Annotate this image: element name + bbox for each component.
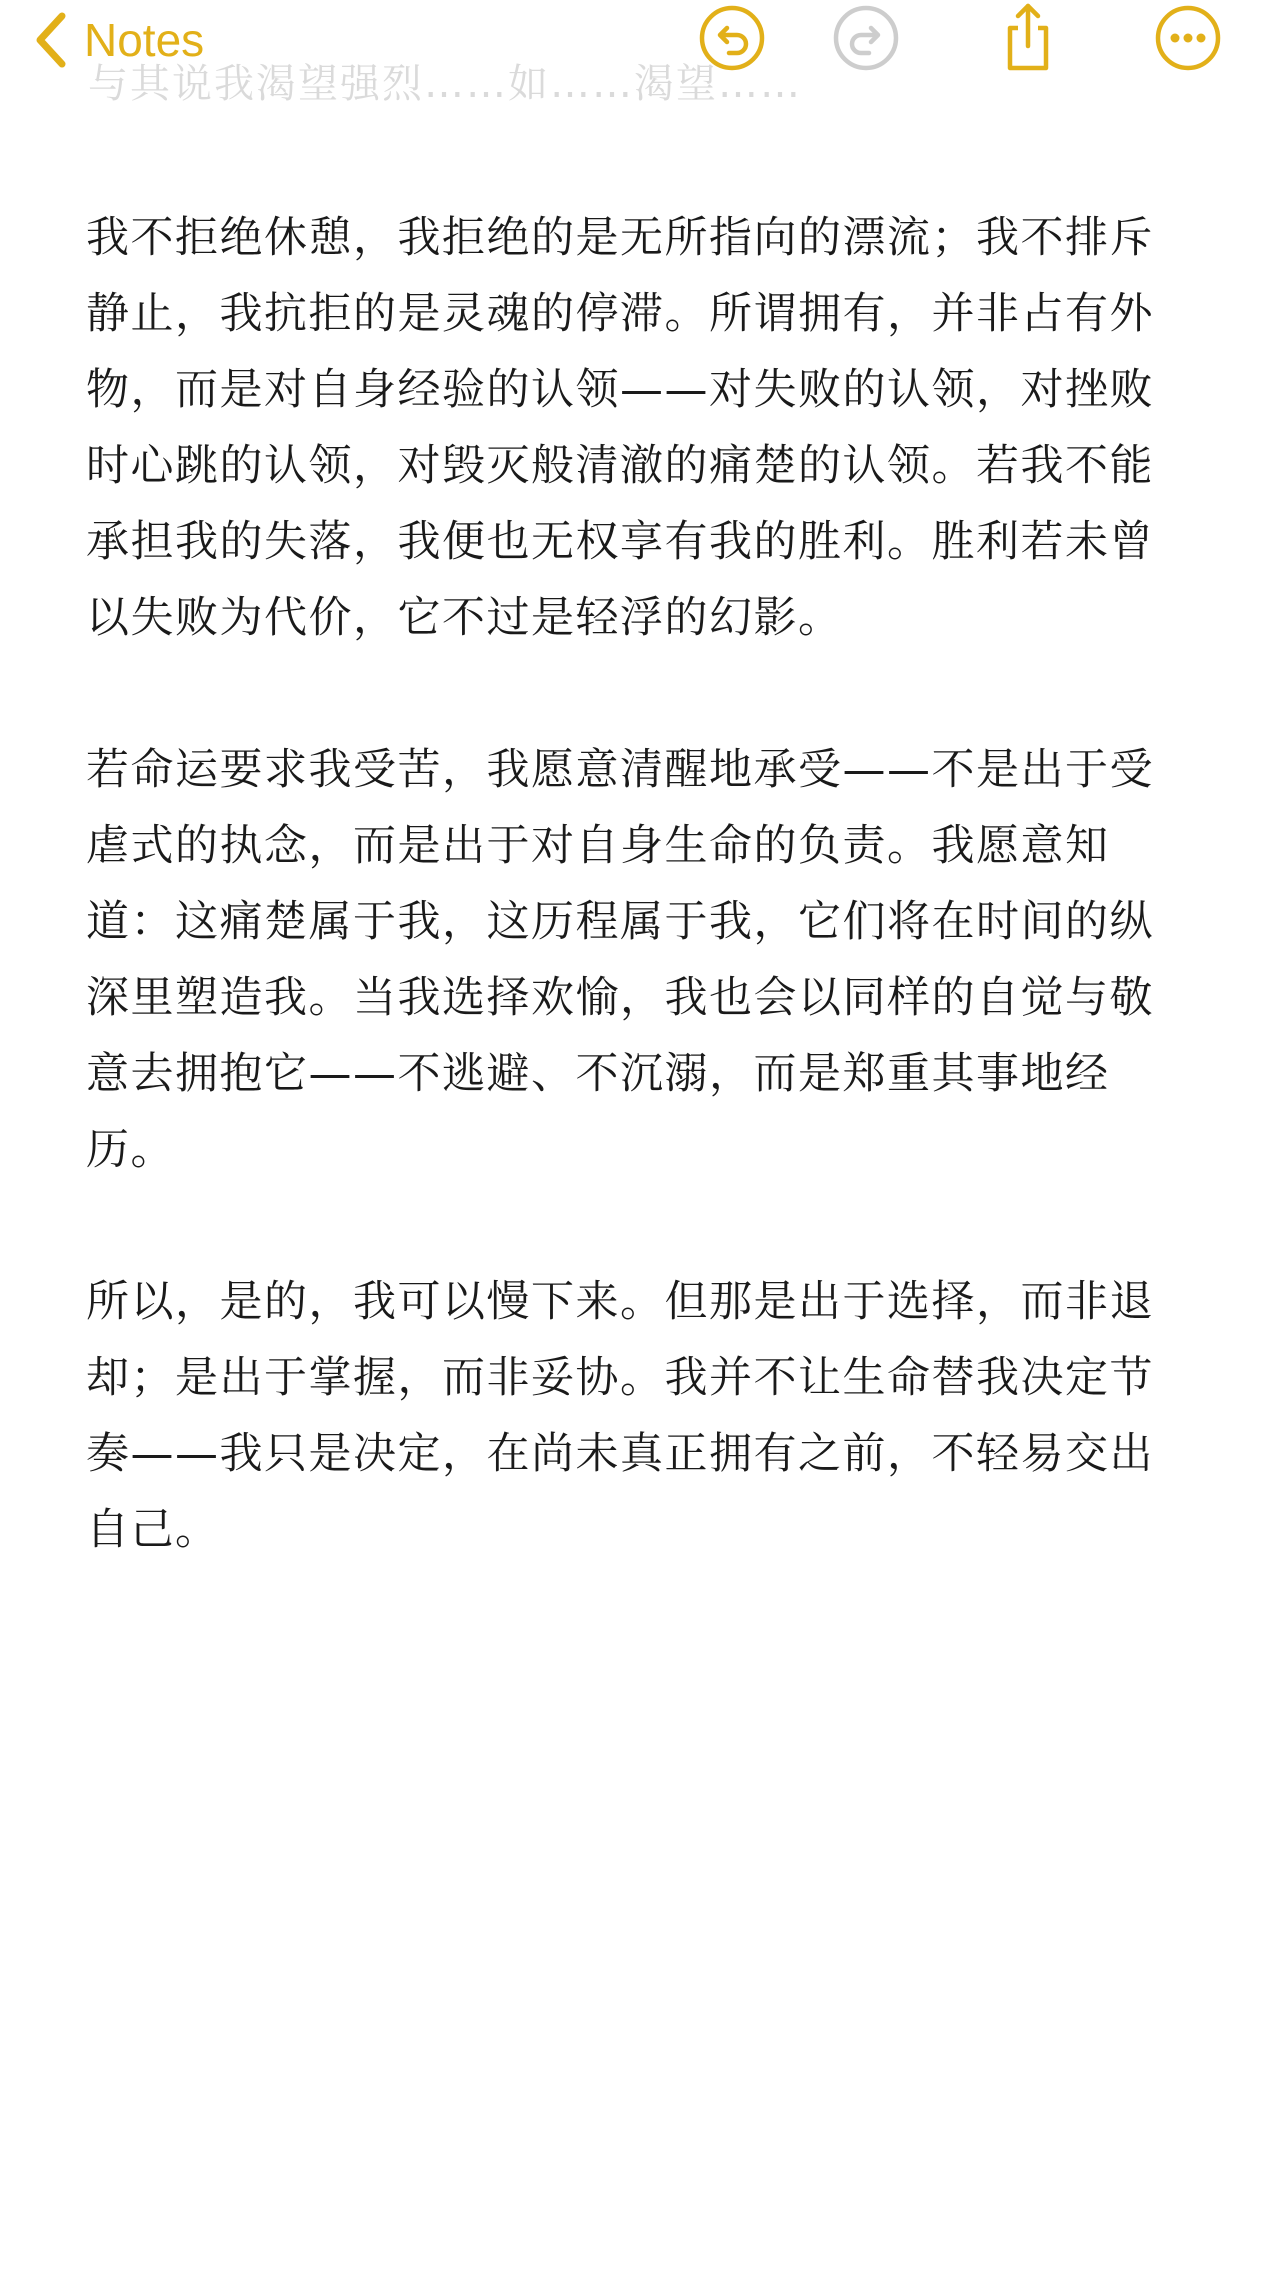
chevron-left-icon — [30, 10, 72, 70]
note-paragraph: 我不拒绝休憩，我拒绝的是无所指向的漂流；我不排斥静止，我抗拒的是灵魂的停滞。所谓拥有，并非占有外物，而是对自身经验的认领——对失败的认领，对挫败时心跳的认领，对毁灭般清澈的痛楚的认领。若我不能承担我的失落，我便也无权享有我的胜利。胜利若未曾以失败为代价，它不过是轻浮的幻影。 — [86, 213, 1154, 643]
redo-icon[interactable] — [830, 2, 902, 74]
note-body[interactable] — [86, 200, 1196, 1644]
share-icon[interactable] — [992, 2, 1064, 74]
back-to-notes-button[interactable] — [30, 2, 204, 78]
navigation-bar — [0, 0, 1280, 118]
undo-icon[interactable] — [696, 2, 768, 74]
scrolled-text-fragment: 与其说我渴望强烈……如……渴望…… — [88, 61, 802, 107]
back-label: Notes — [84, 14, 205, 66]
more-icon[interactable] — [1152, 2, 1224, 74]
note-paragraph: 若命运要求我受苦，我愿意清醒地承受——不是出于受虐式的执念，而是出于对自身生命的负责。我愿意知道：这痛楚属于我，这历程属于我，它们将在时间的纵深里塑造我。当我选择欢愉，我也会以同样的自觉与敬意去拥抱它——不逃避、不沉溺，而是郑重其事地经历。 — [86, 745, 1154, 1175]
note-paragraph: 所以，是的，我可以慢下来。但那是出于选择，而非退却；是出于掌握，而非妥协。我并不让生命替我决定节奏——我只是决定，在尚未真正拥有之前，不轻易交出自己。 — [86, 1277, 1154, 1555]
